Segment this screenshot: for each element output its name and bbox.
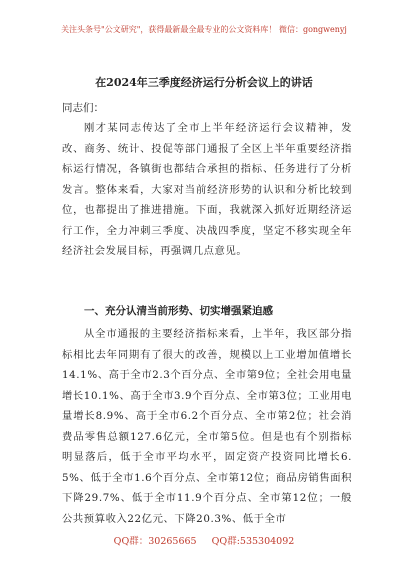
- footer-qq-group-2: QQ群:535304092: [211, 536, 295, 547]
- footer-qq-group-1: QQ群：30265665: [113, 536, 197, 547]
- salutation: 同志们：: [62, 102, 104, 114]
- footer: [0, 533, 408, 547]
- document-title: 在2024年三季度经济运行分析会议上的讲话: [95, 76, 313, 89]
- header-note: 关注头条号"公文研究"，获得最新最全最专业的公文资料库！ 微信：gongwenyj: [61, 25, 347, 34]
- section-heading: 一、充分认清当前形势、切实增强紧迫感: [84, 305, 273, 317]
- paragraph: 从全市通报的主要经济指标来看，上半年，我区部分指标相比去年同期有了很大的改善，规模以上工业增加值增长14.1%、高于全市2.3个百分点、全市第9位；全社会用电量增长10.1%、高于全市3.9个百分点、全市第3位；工业用电量增长8.9%、高于全市6.2个百分点、全市第2位；社会消费品零售总额127.6亿元，全市第5位。但是也有个别指标明显落后，低于全市平均水平，固定资产投资同比增长6.5%、低于全市1.6个百分点、全市第12位；商品房销售面积下降29.7%、低于全市11.9个百分点、全市第12位；一般公共预算收入22亿元、下降20.3%、低于全市: [62, 328, 352, 525]
- paragraph: 刚才某同志传达了全市上半年经济运行会议精神，发改、商务、统计、投促等部门通报了全区上半年重要经济指标运行情况，各镇街也都结合承担的指标、任务进行了分析发言。整体来看，大家对当前经济形势的认识和分析比较到位，也都提出了推进措施。下面，我就深入抓好近期经济运行工作，全力冲刺三季度、决战四季度，坚定不移实现全年经济社会发展目标，再强调几点意见。: [62, 122, 352, 257]
